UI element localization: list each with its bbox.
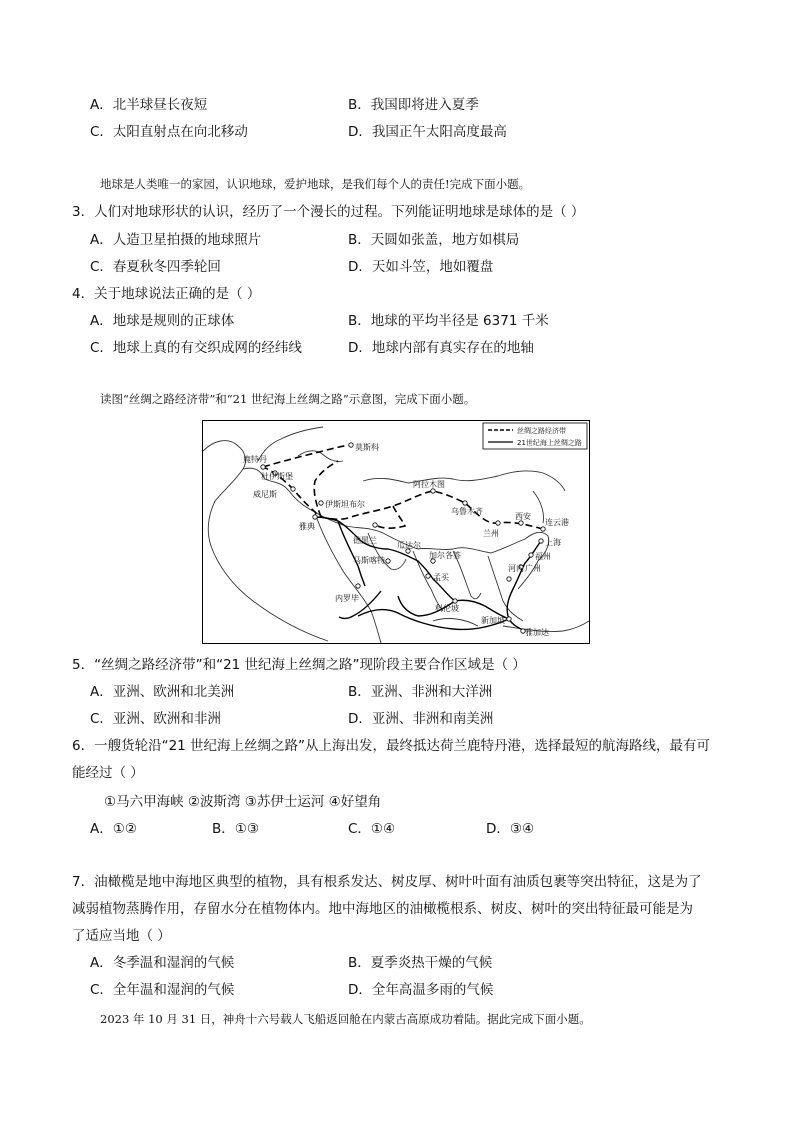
city-label: 马斯喀特: [353, 556, 385, 565]
city-label: 河内: [508, 564, 524, 573]
city-label: 德黑兰: [353, 536, 377, 545]
city-label: 雅加达: [525, 628, 549, 637]
city-dot: [507, 617, 511, 621]
city-dot: [319, 501, 323, 505]
q5-option-c: C．亚洲、欧洲和非洲: [90, 711, 221, 727]
city-label: 伊斯坦布尔: [325, 500, 365, 509]
legend-label: 丝绸之路经济带: [517, 427, 566, 435]
city-label: 上海: [545, 538, 561, 547]
city-label: 西安: [515, 512, 531, 521]
city-dot: [539, 539, 543, 543]
material-intro: 读图“丝绸之路经济带”和“21 世纪海上丝绸之路”示意图，完成下面小题。: [100, 392, 476, 406]
city-label: 加尔各答: [429, 551, 461, 560]
q6-option-c: C．①④: [348, 821, 396, 837]
question-3-stem: 3．人们对地球形状的认识，经历了一个漫长的过程。下列能证明地球是球体的是（ ）: [72, 204, 585, 220]
q6-items: ①马六甲海峡 ②波斯湾 ③苏伊士运河 ④好望角: [104, 794, 382, 810]
q5-option-a: A．亚洲、欧洲和北美洲: [90, 684, 235, 700]
question-6-stem-cont: 能经过（ ）: [72, 765, 144, 781]
city-label: 连云港: [545, 518, 569, 527]
city-dot: [373, 523, 377, 527]
city-dot: [386, 559, 390, 563]
material-intro: 地球是人类唯一的家园，认识地球，爱护地球，是我们每个人的责任!完成下面小题。: [100, 177, 531, 191]
q3-option-c: C．春夏秋冬四季轮回: [90, 259, 221, 275]
q7-option-a: A．冬季温和湿润的气候: [90, 955, 235, 971]
q6-option-b: B．①③: [212, 821, 259, 837]
q6-option-a: A．①②: [90, 821, 137, 837]
city-dot: [261, 465, 265, 469]
city-label: 阿拉木图: [413, 480, 445, 489]
q5-option-d: D．亚洲、非洲和南美洲: [348, 711, 494, 727]
city-label: 乌鲁木齐: [451, 507, 483, 516]
city-dot: [496, 521, 500, 525]
city-label: 鹿特丹: [243, 455, 267, 464]
q5-option-b: B．亚洲、非洲和大洋洲: [348, 684, 493, 700]
city-dot: [313, 515, 317, 519]
city-label: 兰州: [483, 529, 499, 538]
city-label: 孟买: [433, 573, 449, 582]
question-7-stem: 7．油橄榄是地中海地区典型的植物，具有根系发达、树皮厚、树叶叶面有油质包裹等突出特征，这是为了: [72, 874, 702, 890]
question-4-stem: 4．关于地球说法正确的是（ ）: [72, 286, 261, 302]
map-legend: [483, 423, 587, 449]
q7-option-b: B．夏季炎热干燥的气候: [348, 955, 493, 971]
city-dot: [356, 584, 360, 588]
option-a: A．北半球昼长夜短: [90, 97, 208, 113]
city-label: 新加坡: [481, 616, 505, 625]
question-7-stem-cont: 了适应当地（ ）: [72, 928, 171, 944]
city-label: 威尼斯: [253, 490, 277, 499]
city-label: 雅典: [299, 522, 315, 531]
city-dot: [291, 487, 295, 491]
city-dot: [507, 577, 511, 581]
option-d: D．我国正午太阳高度最高: [348, 124, 507, 140]
legend-label: 21世纪海上丝绸之路: [517, 439, 582, 447]
q7-option-d: D．全年高温多雨的气候: [348, 982, 494, 998]
question-5-stem: 5．“丝绸之路经济带”和“21 世纪海上丝绸之路”现阶段主要合作区域是（ ）: [72, 657, 526, 673]
option-c: C．太阳直射点在向北移动: [90, 124, 248, 140]
city-dot: [519, 521, 523, 525]
city-dot: [426, 574, 430, 578]
question-6-stem: 6．一艘货轮沿“21 世纪海上丝绸之路”从上海出发，最终抵达荷兰鹿特丹港，选择最短的航海路线，最有可: [72, 738, 711, 754]
city-dot: [529, 553, 533, 557]
material-intro: 2023 年 10 月 31 日，神舟十六号载人飞船返回舱在内蒙古高原成功着陆。据此完成下面小题。: [100, 1012, 591, 1026]
question-7-stem-cont: 减弱植物蒸腾作用，存留水分在植物体内。地中海地区的油橄榄根系、树皮、树叶的突出特征最可能是为: [72, 901, 693, 917]
q3-option-a: A．人造卫星拍摄的地球照片: [90, 232, 262, 248]
city-dot: [349, 443, 353, 447]
map-figure: [203, 421, 589, 643]
city-dot: [431, 489, 435, 493]
q7-option-c: C．全年温和湿润的气候: [90, 982, 235, 998]
city-label: 内罗毕: [335, 594, 359, 603]
city-dot: [541, 527, 545, 531]
q4-option-a: A．地球是规则的正球体: [90, 313, 235, 329]
city-label: 杜伊斯堡: [261, 472, 293, 481]
silk-road-map: [202, 420, 590, 644]
city-dot: [453, 599, 457, 603]
city-label: 莫斯科: [355, 443, 379, 452]
city-label: 瓜达尔: [397, 541, 421, 550]
city-markers: [261, 443, 545, 633]
q4-option-b: B．地球的平均半径是 6371 千米: [348, 313, 549, 329]
q3-option-b: B．天圆如张盖，地方如棋局: [348, 232, 520, 248]
city-label: 福州: [535, 552, 551, 561]
q3-option-d: D．天如斗笠，地如覆盘: [348, 259, 494, 275]
silk-road-economic-belt-route: [263, 445, 543, 529]
q4-option-c: C．地球上真的有交织成网的经纬线: [90, 340, 302, 356]
city-label: 科伦坡: [435, 604, 459, 613]
city-dot: [463, 501, 467, 505]
option-b: B．我国即将进入夏季: [348, 97, 479, 113]
city-label: 广州: [525, 564, 541, 573]
q6-option-d: D．③④: [486, 821, 535, 837]
q4-option-d: D．地球内部有真实存在的地轴: [348, 340, 534, 356]
